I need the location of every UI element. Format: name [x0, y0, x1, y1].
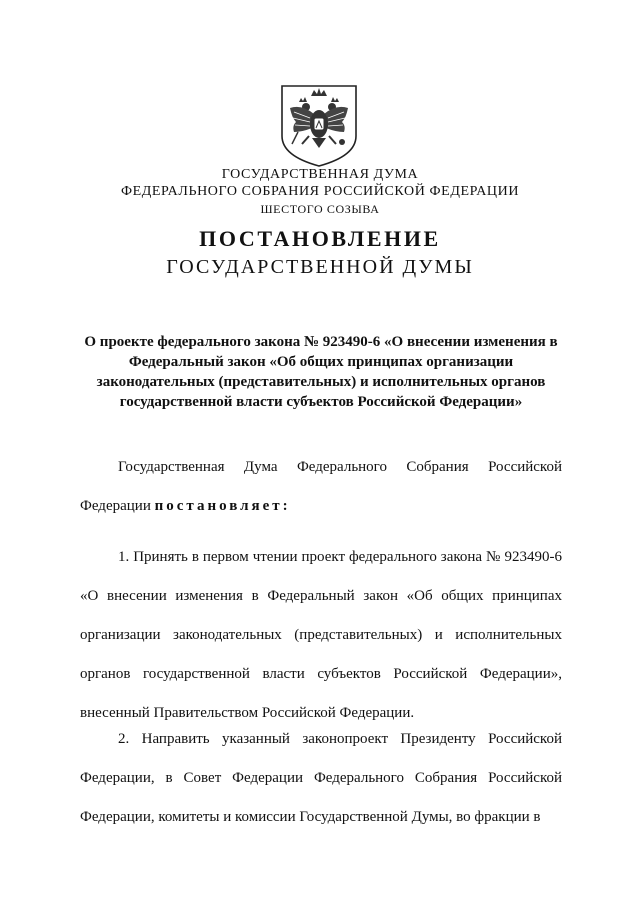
item-1-text: 1. Принять в первом чтении проект федерального закона № 923490-6 «О внесении изменения в Федеральный закон «Об общих принципах организации законодательных (представительных) и исполнительных органов государственной власти субъектов Российской Федерации», внесенный Правительством Российской Федерации. [80, 549, 562, 721]
preamble-text: Государственная Дума Федерального Собрания Российской Федерации [80, 459, 562, 514]
resolves-keyword: постановляет: [154, 498, 291, 514]
item-2-text: 2. Направить указанный законопроект Президенту Российской Федерации, в Совет Федерации Федерального Собрания Российской Федерации, комитеты и комиссии Государственной Думы, во фракции в [80, 731, 562, 825]
item-1-paragraph [80, 538, 562, 733]
item-2-paragraph [80, 720, 562, 837]
document-type-title: ПОСТАНОВЛЕНИЕ [199, 226, 441, 251]
document-subject [80, 332, 562, 412]
org-line-federal-assembly: ФЕДЕРАЛЬНОГО СОБРАНИЯ РОССИЙСКОЙ ФЕДЕРАЦИИ [120, 184, 520, 199]
subject-line-3: законодательных (представительных) и исполнительных органов [96, 374, 546, 390]
subject-line-2: Федеральный закон «Об общих принципах организации [128, 354, 514, 370]
subject-line-4: государственной власти субъектов Российской Федерации» [119, 394, 523, 410]
org-line-duma: ГОСУДАРСТВЕННАЯ ДУМА [221, 167, 419, 182]
org-line-convocation: ШЕСТОГО СОЗЫВА [260, 202, 380, 216]
document-issuer-title: ГОСУДАРСТВЕННОЙ ДУМЫ [166, 256, 474, 278]
coat-of-arms-icon [272, 82, 366, 168]
preamble-paragraph [80, 448, 562, 526]
subject-line-1: О проекте федерального закона № 923490-6 «О внесении изменения в [84, 334, 558, 350]
